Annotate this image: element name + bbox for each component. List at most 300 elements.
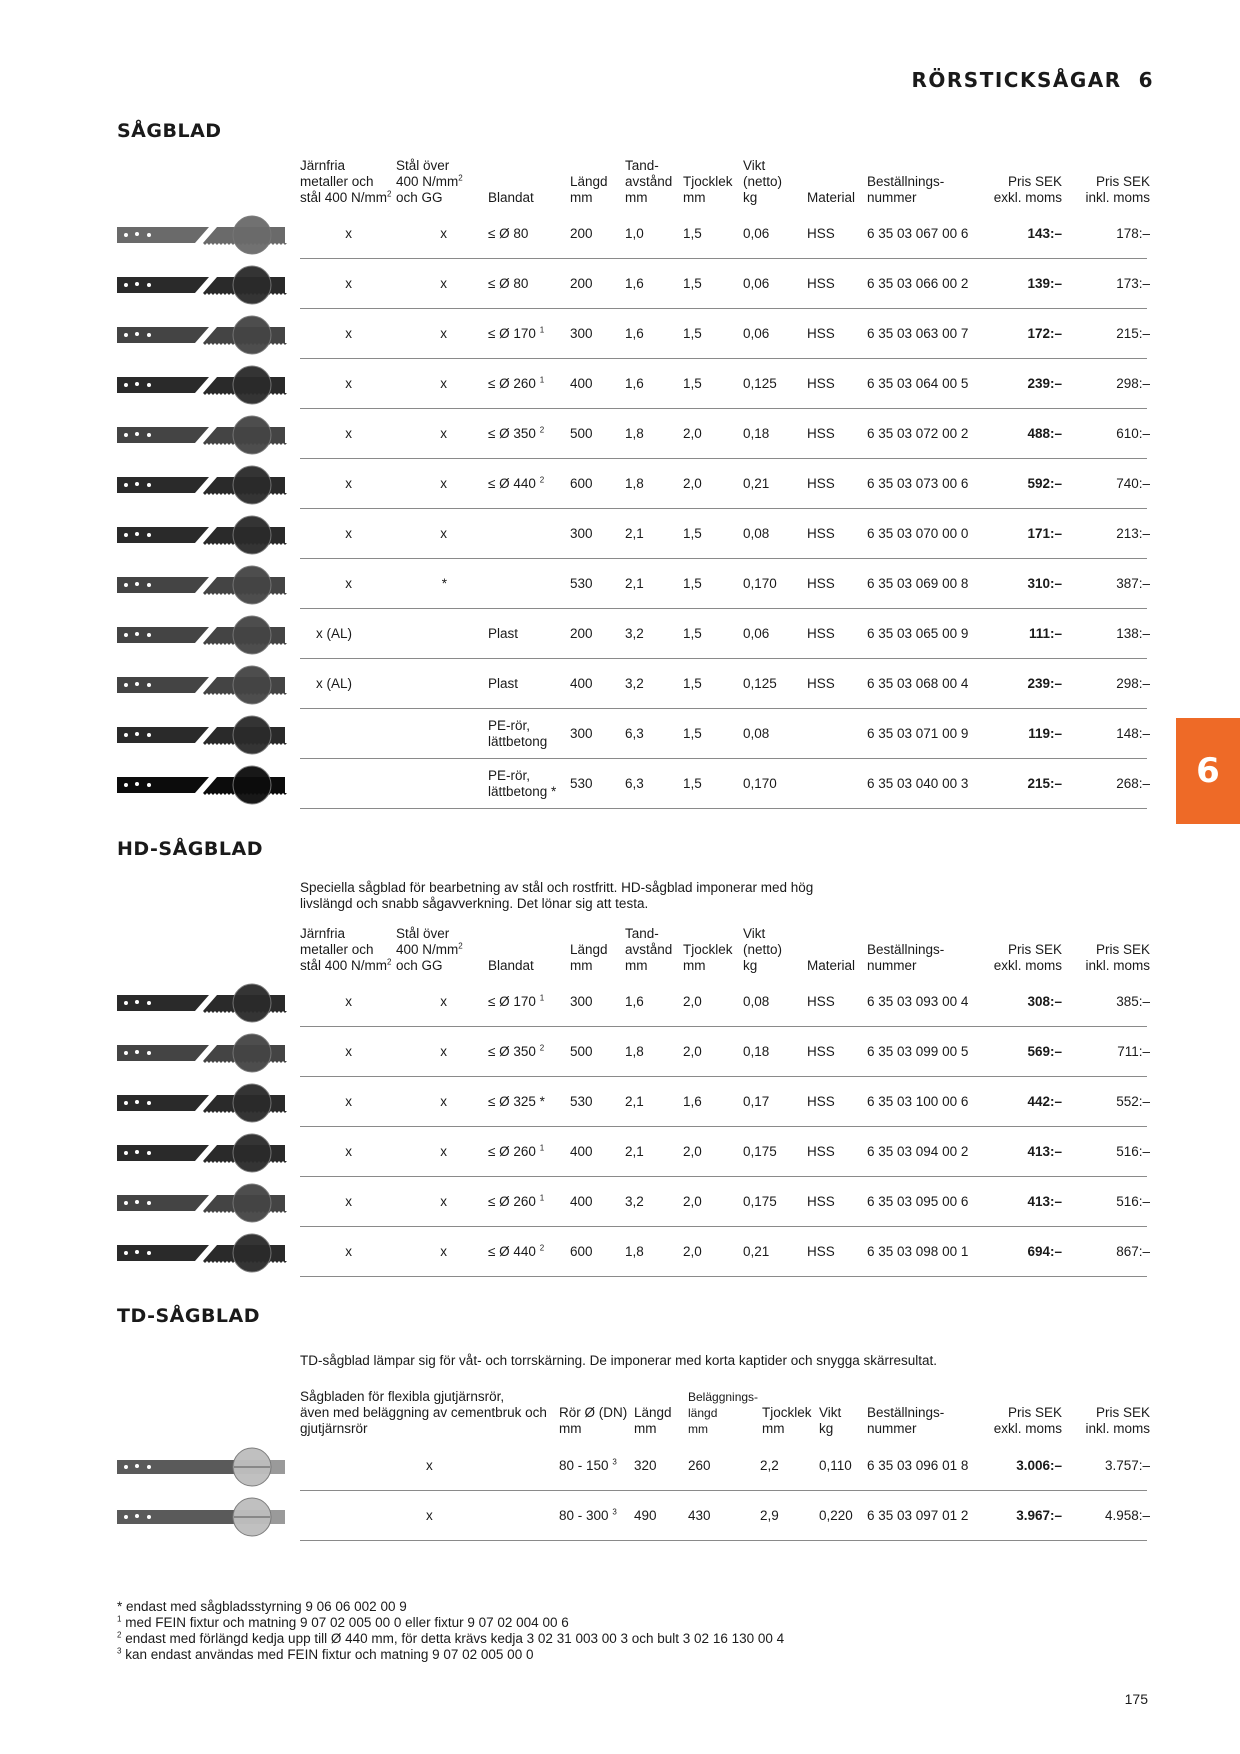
cell-pris-inkl: 173:– <box>1116 276 1150 291</box>
cell-pris-exkl: 239:– <box>1027 676 1062 691</box>
cell-blandat <box>488 994 544 1010</box>
cell-bestallningsnummer: 6 35 03 097 01 2 <box>867 1508 969 1523</box>
cell-tjocklek: 1,5 <box>683 676 702 691</box>
cell-blandat <box>488 768 556 800</box>
cell-bestallningsnummer: 6 35 03 094 00 2 <box>867 1144 969 1159</box>
cell-langd: 300 <box>570 994 593 1009</box>
cell-belaggningslangd: 430 <box>688 1508 711 1523</box>
cell-vikt: 0,06 <box>743 626 770 641</box>
column-header-best: Beställnings- nummer <box>867 174 945 205</box>
table-row <box>0 1441 1240 1491</box>
cell-pris-inkl: 298:– <box>1116 676 1150 691</box>
blandat-text: ≤ Ø 350 <box>488 1044 536 1059</box>
cell-stal: x <box>440 326 447 341</box>
cell-jarnfria: x <box>345 426 352 441</box>
chapter-number: 6 <box>1138 68 1154 92</box>
table-row <box>0 309 1240 359</box>
footnote-mark: 3 <box>117 1646 122 1656</box>
table-row <box>0 359 1240 409</box>
cell-vikt: 0,110 <box>819 1458 852 1473</box>
cell-pris-exkl: 442:– <box>1027 1094 1062 1109</box>
table-header-hd <box>0 926 1240 976</box>
table-row <box>0 259 1240 309</box>
cell-bestallningsnummer: 6 35 03 070 00 0 <box>867 526 969 541</box>
cell-stal: x <box>440 376 447 391</box>
cell-tandavstand: 2,1 <box>625 1144 644 1159</box>
cell-jarnfria: x <box>345 1194 352 1209</box>
cell-bestallningsnummer: 6 35 03 072 00 2 <box>867 426 969 441</box>
footnotes <box>117 1599 784 1663</box>
cell-langd: 400 <box>570 376 593 391</box>
saw-blade-image <box>117 515 299 555</box>
table-row <box>0 1127 1240 1177</box>
cell-langd: 530 <box>570 1094 593 1109</box>
column-header-stal: Stål över 400 $N/mm^2$ och GG <box>396 926 463 973</box>
cell-vikt: 0,170 <box>743 576 777 591</box>
cell-material: HSS <box>807 626 835 641</box>
cell-pris-exkl: 3.006:– <box>1016 1458 1062 1473</box>
cell-stal: x <box>440 994 447 1009</box>
cell-jarnfria: x <box>345 576 352 591</box>
cell-langd: 400 <box>570 1194 593 1209</box>
cell-tandavstand: 6,3 <box>625 726 644 741</box>
cell-tandavstand: 1,8 <box>625 476 644 491</box>
cell-pris-inkl: 387:– <box>1116 576 1150 591</box>
td-column-header-langd: Längd mm <box>634 1405 672 1436</box>
saw-blade-image <box>117 465 299 505</box>
cell-jarnfria: x <box>345 526 352 541</box>
column-header-langd: Längd mm <box>570 942 608 973</box>
cell-tandavstand: 1,6 <box>625 276 644 291</box>
saw-blade-image <box>117 415 299 455</box>
footnote-ref: 1 <box>539 325 545 335</box>
table-row <box>0 1077 1240 1127</box>
cell-jarnfria: x <box>345 276 352 291</box>
cell-gjutjarnsror: x <box>426 1508 433 1523</box>
cell-tjocklek: 1,5 <box>683 776 702 791</box>
cell-blandat <box>488 718 547 750</box>
td-column-header-pris-in: Pris SEK inkl. moms <box>1085 1405 1150 1436</box>
table-hd <box>0 977 1240 1277</box>
column-header-jarnfria: Järnfria metaller och stål 400 $N/mm^2$ <box>300 158 392 205</box>
table-row <box>0 209 1240 259</box>
saw-blade-image <box>117 265 299 305</box>
footnote-text: med FEIN fixtur och matning 9 07 02 005 00 0 eller fixtur 9 07 02 004 00 6 <box>121 1615 569 1630</box>
section-description-td: TD-sågblad lämpar sig för våt- och torrskärning. De imponerar med korta kaptider och snygga skärresultat. <box>300 1353 938 1368</box>
footnote-ref: 1 <box>539 1193 545 1203</box>
cell-pris-inkl: 4.958:– <box>1104 1508 1150 1523</box>
cell-material: HSS <box>807 1194 835 1209</box>
cell-tjocklek: 2,0 <box>683 994 702 1009</box>
cell-pris-inkl: 298:– <box>1116 376 1150 391</box>
footnote-line <box>117 1599 784 1615</box>
cell-stal: x <box>440 1094 447 1109</box>
cell-tandavstand: 3,2 <box>625 1194 644 1209</box>
cell-tjocklek: 1,5 <box>683 726 702 741</box>
cell-tjocklek: 1,5 <box>683 626 702 641</box>
cell-tandavstand: 1,8 <box>625 1244 644 1259</box>
cell-tjocklek: 2,0 <box>683 1194 702 1209</box>
cell-blandat <box>488 226 528 242</box>
cell-tandavstand: 6,3 <box>625 776 644 791</box>
blandat-text: ≤ Ø 260 <box>488 1194 536 1209</box>
column-header-tjocklek: Tjocklek mm <box>683 174 733 205</box>
cell-langd: 400 <box>570 1144 593 1159</box>
column-header-vikt: Vikt (netto) kg <box>743 926 783 973</box>
cell-blandat <box>488 276 528 292</box>
cell-vikt: 0,06 <box>743 326 770 341</box>
cell-jarnfria: x (AL) <box>315 676 352 691</box>
section-description-hd: Speciella sågblad för bearbetning av stål och rostfritt. HD-sågblad imponerar med hög livslängd och snabb sågavverkning. Det lönar sig att testa. <box>300 880 814 911</box>
cell-langd: 200 <box>570 276 593 291</box>
cell-ror-dn <box>559 1508 617 1524</box>
footnote-ref: 1 <box>539 375 545 385</box>
cell-pris-exkl: 111:– <box>1028 626 1062 641</box>
blandat-text: ≤ Ø 440 <box>488 476 536 491</box>
td-column-header-pris-ex: Pris SEK exkl. moms <box>993 1405 1062 1436</box>
cell-langd: 530 <box>570 576 593 591</box>
cell-jarnfria: x <box>345 326 352 341</box>
cell-pris-inkl: 178:– <box>1116 226 1150 241</box>
cell-tandavstand: 1,0 <box>625 226 644 241</box>
cell-tandavstand: 2,1 <box>625 526 644 541</box>
saw-blade-image <box>117 1447 299 1487</box>
cell-pris-inkl: 516:– <box>1116 1194 1150 1209</box>
column-header-vikt: Vikt (netto) kg <box>743 158 783 205</box>
cell-bestallningsnummer: 6 35 03 064 00 5 <box>867 376 969 391</box>
cell-vikt: 0,06 <box>743 226 770 241</box>
column-header-tand: Tand- avstånd mm <box>625 926 673 973</box>
cell-material: HSS <box>807 276 835 291</box>
cell-tjocklek: 1,5 <box>683 226 702 241</box>
cell-stal: x <box>440 526 447 541</box>
ror-text: 80 - 300 <box>559 1508 609 1523</box>
cell-tjocklek: 2,0 <box>683 1144 702 1159</box>
cell-bestallningsnummer: 6 35 03 065 00 9 <box>867 626 969 641</box>
cell-blandat <box>488 1244 544 1260</box>
table-row <box>0 409 1240 459</box>
cell-vikt: 0,21 <box>743 476 770 491</box>
cell-stal: x <box>440 226 447 241</box>
cell-blandat <box>488 476 544 492</box>
cell-ror-dn <box>559 1458 617 1474</box>
cell-pris-exkl: 119:– <box>1028 726 1062 741</box>
td-column-header-sagbladen: Sågbladen för flexibla gjutjärnsrör, även med beläggning av cementbruk och gjutjärnsrör <box>300 1389 547 1436</box>
table-header-sagblad <box>0 158 1240 208</box>
section-title-td: TD-SÅGBLAD <box>117 1305 261 1327</box>
saw-blade-image <box>117 1133 299 1173</box>
cell-material: HSS <box>807 426 835 441</box>
page-header-title: RÖRSTICKSÅGAR <box>911 68 1122 92</box>
table-row <box>0 977 1240 1027</box>
cell-pris-exkl: 215:– <box>1027 776 1062 791</box>
blandat-text: ≤ Ø 80 <box>488 226 529 241</box>
table-row <box>0 1177 1240 1227</box>
cell-bestallningsnummer: 6 35 03 067 00 6 <box>867 226 969 241</box>
column-header-pris-in: Pris SEK inkl. moms <box>1085 942 1150 973</box>
cell-tjocklek: 1,6 <box>683 1094 702 1109</box>
cell-vikt: 0,125 <box>743 676 777 691</box>
cell-blandat <box>488 426 544 442</box>
cell-langd: 530 <box>570 776 593 791</box>
cell-material: HSS <box>807 576 835 591</box>
table-sagblad <box>0 209 1240 809</box>
blandat-text: Plast <box>488 626 519 641</box>
cell-stal: x <box>440 1244 447 1259</box>
cell-pris-exkl: 139:– <box>1027 276 1062 291</box>
column-header-pris-ex: Pris SEK exkl. moms <box>993 942 1062 973</box>
table-row <box>0 659 1240 709</box>
row-divider <box>300 1540 1147 1541</box>
cell-pris-exkl: 413:– <box>1027 1194 1062 1209</box>
cell-bestallningsnummer: 6 35 03 096 01 8 <box>867 1458 969 1473</box>
cell-tjocklek: 1,5 <box>683 376 702 391</box>
cell-jarnfria: x <box>345 1044 352 1059</box>
blandat-text: Plast <box>488 676 519 691</box>
saw-blade-image <box>117 365 299 405</box>
cell-pris-inkl: 215:– <box>1116 326 1150 341</box>
cell-tjocklek: 1,5 <box>683 326 702 341</box>
cell-langd: 490 <box>634 1508 657 1523</box>
cell-tandavstand: 1,6 <box>625 994 644 1009</box>
cell-pris-exkl: 3.967:– <box>1016 1508 1062 1523</box>
cell-tandavstand: 1,8 <box>625 426 644 441</box>
table-row <box>0 1491 1240 1541</box>
cell-tjocklek: 2,0 <box>683 1044 702 1059</box>
cell-vikt: 0,175 <box>743 1194 777 1209</box>
footnote-line <box>117 1631 784 1647</box>
cell-pris-inkl: 610:– <box>1116 426 1150 441</box>
column-header-material: Material <box>807 190 856 205</box>
cell-tjocklek: 1,5 <box>683 576 702 591</box>
cell-tjocklek: 1,5 <box>683 276 702 291</box>
footnote-mark: 2 <box>117 1630 122 1640</box>
cell-pris-inkl: 867:– <box>1116 1244 1150 1259</box>
table-row <box>0 559 1240 609</box>
column-header-jarnfria: Järnfria metaller och stål 400 $N/mm^2$ <box>300 926 392 973</box>
cell-pris-inkl: 213:– <box>1116 526 1150 541</box>
saw-blade-image <box>117 1497 299 1537</box>
cell-material: HSS <box>807 226 835 241</box>
column-header-tand: Tand- avstånd mm <box>625 158 673 205</box>
cell-langd: 300 <box>570 726 593 741</box>
cell-langd: 600 <box>570 476 593 491</box>
cell-material: HSS <box>807 1044 835 1059</box>
cell-tandavstand: 3,2 <box>625 676 644 691</box>
cell-langd: 200 <box>570 626 593 641</box>
cell-blandat <box>488 1144 544 1160</box>
td-column-header-vikt: Vikt kg <box>819 1405 842 1436</box>
cell-pris-exkl: 694:– <box>1027 1244 1062 1259</box>
cell-tjocklek: 2,0 <box>683 426 702 441</box>
chapter-tab-label: 6 <box>1196 751 1220 791</box>
saw-blade-image <box>117 565 299 605</box>
blandat-text: ≤ Ø 80 <box>488 276 529 291</box>
blandat-text: ≤ Ø 440 <box>488 1244 536 1259</box>
cell-material: HSS <box>807 326 835 341</box>
blandat-text: ≤ Ø 260 <box>488 376 536 391</box>
column-header-tjocklek: Tjocklek mm <box>683 942 733 973</box>
cell-pris-exkl: 171:– <box>1027 526 1062 541</box>
section-title-sagblad: SÅGBLAD <box>117 120 222 142</box>
cell-jarnfria: x <box>345 226 352 241</box>
column-header-best: Beställnings- nummer <box>867 942 945 973</box>
cell-tandavstand: 1,6 <box>625 376 644 391</box>
cell-jarnfria: x <box>345 994 352 1009</box>
saw-blade-image <box>117 983 299 1023</box>
td-column-header-best: Beställnings- nummer <box>867 1405 945 1436</box>
saw-blade-image <box>117 315 299 355</box>
cell-pris-inkl: 138:– <box>1116 626 1150 641</box>
column-header-pris-in: Pris SEK inkl. moms <box>1085 174 1150 205</box>
cell-tandavstand: 1,8 <box>625 1044 644 1059</box>
cell-pris-inkl: 552:– <box>1116 1094 1150 1109</box>
cell-vikt: 0,08 <box>743 526 770 541</box>
cell-tjocklek: 2,9 <box>760 1508 779 1523</box>
cell-pris-exkl: 413:– <box>1027 1144 1062 1159</box>
cell-tandavstand: 2,1 <box>625 576 644 591</box>
cell-vikt: 0,08 <box>743 994 770 1009</box>
td-column-header-belagg: Beläggnings- längd mm <box>688 1390 759 1436</box>
footnote-line <box>117 1615 784 1631</box>
cell-vikt: 0,17 <box>743 1094 770 1109</box>
footnote-text: endast med förlängd kedja upp till Ø 440 mm, för detta krävs kedja 3 02 31 003 00 3 och bult 3 02 16 130 00 4 <box>121 1631 785 1646</box>
cell-langd: 600 <box>570 1244 593 1259</box>
cell-belaggningslangd: 260 <box>688 1458 711 1473</box>
cell-vikt: 0,06 <box>743 276 770 291</box>
cell-pris-exkl: 592:– <box>1027 476 1062 491</box>
cell-pris-inkl: 385:– <box>1116 994 1150 1009</box>
saw-blade-image <box>117 715 299 755</box>
cell-langd: 320 <box>634 1458 657 1473</box>
cell-langd: 300 <box>570 526 593 541</box>
footnote-ref: 3 <box>612 1457 617 1467</box>
cell-material: HSS <box>807 476 835 491</box>
cell-stal: x <box>440 1044 447 1059</box>
column-header-material: Material <box>807 958 856 973</box>
cell-material: HSS <box>807 994 835 1009</box>
cell-langd: 200 <box>570 226 593 241</box>
cell-pris-exkl: 239:– <box>1027 376 1062 391</box>
section-title-hd: HD-SÅGBLAD <box>117 838 263 860</box>
blandat-text: ≤ Ø 325 * <box>488 1094 545 1109</box>
blandat-text: ≤ Ø 170 <box>488 994 536 1009</box>
cell-bestallningsnummer: 6 35 03 071 00 9 <box>867 726 969 741</box>
cell-bestallningsnummer: 6 35 03 066 00 2 <box>867 276 969 291</box>
cell-blandat <box>488 326 544 342</box>
cell-vikt: 0,18 <box>743 426 770 441</box>
cell-stal: x <box>440 426 447 441</box>
saw-blade-image <box>117 1033 299 1073</box>
table-td <box>0 1441 1240 1541</box>
cell-vikt: 0,18 <box>743 1044 770 1059</box>
cell-jarnfria: x (AL) <box>315 626 352 641</box>
blandat-text: ≤ Ø 170 <box>488 326 536 341</box>
ror-text: 80 - 150 <box>559 1458 609 1473</box>
cell-blandat <box>488 376 544 392</box>
saw-blade-image <box>117 615 299 655</box>
cell-jarnfria: x <box>345 376 352 391</box>
cell-bestallningsnummer: 6 35 03 095 00 6 <box>867 1194 969 1209</box>
footnote-ref: 2 <box>539 1043 545 1053</box>
cell-bestallningsnummer: 6 35 03 063 00 7 <box>867 326 969 341</box>
page-header <box>911 68 1154 92</box>
footnote-ref: 1 <box>539 993 545 1003</box>
cell-langd: 300 <box>570 326 593 341</box>
saw-blade-image <box>117 1083 299 1123</box>
cell-tjocklek: 2,0 <box>683 476 702 491</box>
row-divider <box>300 808 1147 809</box>
table-row <box>0 709 1240 759</box>
cell-material: HSS <box>807 676 835 691</box>
blandat-text: ≤ Ø 350 <box>488 426 536 441</box>
cell-blandat <box>488 1094 545 1110</box>
cell-vikt: 0,220 <box>819 1508 853 1523</box>
cell-pris-exkl: 143:– <box>1027 226 1062 241</box>
table-row <box>0 509 1240 559</box>
column-header-stal: Stål över 400 $N/mm^2$ och GG <box>396 158 463 205</box>
footnote-line <box>117 1647 784 1663</box>
footnote-mark: 1 <box>117 1614 122 1624</box>
row-divider <box>300 1276 1147 1277</box>
footnote-ref: 1 <box>539 1143 545 1153</box>
column-header-blandat: Blandat <box>488 190 534 205</box>
blandat-text: PE-rör, lättbetong <box>488 718 548 749</box>
cell-vikt: 0,175 <box>743 1144 777 1159</box>
cell-bestallningsnummer: 6 35 03 040 00 3 <box>867 776 969 791</box>
cell-pris-inkl: 3.757:– <box>1104 1458 1150 1473</box>
cell-tandavstand: 1,6 <box>625 326 644 341</box>
table-row <box>0 1027 1240 1077</box>
footnote-mark: * <box>117 1599 123 1614</box>
cell-gjutjarnsror: x <box>426 1458 433 1473</box>
cell-blandat <box>488 626 518 642</box>
saw-blade-image <box>117 765 299 805</box>
cell-vikt: 0,125 <box>743 376 777 391</box>
cell-stal: x <box>440 1144 447 1159</box>
cell-bestallningsnummer: 6 35 03 073 00 6 <box>867 476 969 491</box>
cell-pris-inkl: 740:– <box>1116 476 1150 491</box>
cell-langd: 500 <box>570 1044 593 1059</box>
cell-pris-exkl: 310:– <box>1027 576 1062 591</box>
cell-material: HSS <box>807 526 835 541</box>
column-header-pris-ex: Pris SEK exkl. moms <box>993 174 1062 205</box>
cell-pris-inkl: 148:– <box>1116 726 1150 741</box>
cell-bestallningsnummer: 6 35 03 068 00 4 <box>867 676 969 691</box>
cell-blandat <box>488 1194 544 1210</box>
td-column-header-tjocklek: Tjocklek mm <box>762 1405 812 1436</box>
cell-langd: 500 <box>570 426 593 441</box>
blandat-text: PE-rör, lättbetong * <box>488 768 557 799</box>
cell-pris-exkl: 172:– <box>1027 326 1062 341</box>
cell-pris-exkl: 488:– <box>1027 426 1062 441</box>
cell-jarnfria: x <box>345 1144 352 1159</box>
cell-vikt: 0,08 <box>743 726 770 741</box>
cell-stal: x <box>440 1194 447 1209</box>
cell-blandat <box>488 1044 544 1060</box>
footnote-ref: 2 <box>539 475 545 485</box>
cell-jarnfria: x <box>345 1244 352 1259</box>
saw-blade-image <box>117 1233 299 1273</box>
table-row <box>0 459 1240 509</box>
footnote-ref: 2 <box>539 1243 545 1253</box>
cell-material: HSS <box>807 1144 835 1159</box>
cell-pris-exkl: 569:– <box>1027 1044 1062 1059</box>
cell-bestallningsnummer: 6 35 03 099 00 5 <box>867 1044 969 1059</box>
cell-pris-exkl: 308:– <box>1027 994 1062 1009</box>
cell-pris-inkl: 516:– <box>1116 1144 1150 1159</box>
blandat-text: ≤ Ø 260 <box>488 1144 536 1159</box>
